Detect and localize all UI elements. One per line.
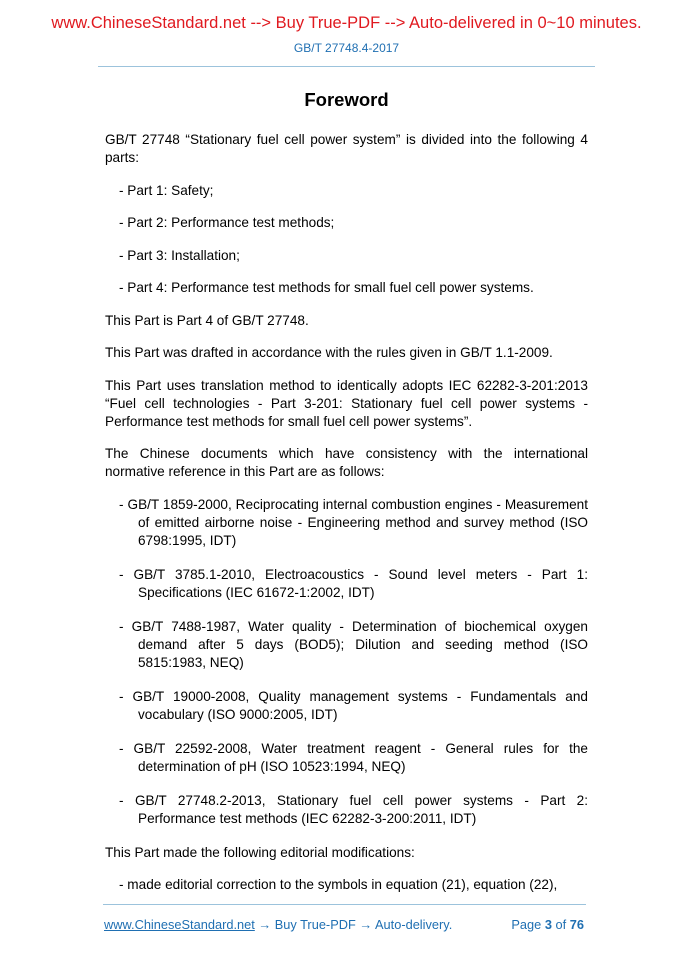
footer-tagline: → Buy True-PDF → Auto-delivery. xyxy=(254,917,453,932)
page-footer xyxy=(104,917,584,932)
translation-paragraph: This Part uses translation method to identically adopts IEC 62282-3-201:2013 “Fuel cell technologies - Part 3-201: Stationary fuel cell power systems - Performance test methods for small fuel cell power systems”. xyxy=(105,377,588,429)
website-link[interactable]: www.ChineseStandard.net xyxy=(104,917,255,932)
page-indicator xyxy=(511,917,584,932)
part-list-item: - Part 2: Performance test methods; xyxy=(119,215,335,230)
document-body xyxy=(105,131,588,909)
promo-banner: www.ChineseStandard.net --> Buy True-PDF --> Auto-delivered in 0~10 minutes. xyxy=(51,14,642,32)
part-list-item: - Part 1: Safety; xyxy=(119,182,214,198)
footer-divider xyxy=(103,904,586,905)
document-id: GB/T 27748.4-2017 xyxy=(293,41,400,55)
total-pages: 76 xyxy=(569,917,584,932)
reference-item: - GB/T 22592-2008, Water treatment reagent - General rules for the determination of pH (ISO 10523:1994, NEQ) xyxy=(119,740,588,774)
drafted-paragraph: This Part was drafted in accordance with the rules given in GB/T 1.1-2009. xyxy=(105,345,553,360)
reference-item: - GB/T 27748.2-2013, Stationary fuel cell power systems - Part 2: Performance test methods (IEC 62282-3-200:2011, IDT) xyxy=(119,792,588,826)
modification-item: - made editorial correction to the symbols in equation (21), equation (22), xyxy=(119,877,558,892)
reference-item: - GB/T 19000-2008, Quality management systems - Fundamentals and vocabulary (ISO 9000:2005, IDT) xyxy=(119,688,588,722)
part-list-item: - Part 3: Installation; xyxy=(119,247,240,263)
part-list-item: - Part 4: Performance test methods for small fuel cell power systems. xyxy=(119,280,534,295)
consistency-paragraph: The Chinese documents which have consistency with the international normative reference in this Part are as follows: xyxy=(105,446,588,479)
of-label: of xyxy=(551,917,570,932)
header-divider xyxy=(98,66,595,67)
reference-item: - GB/T 7488-1987, Water quality - Determination of biochemical oxygen demand after 5 days (BOD5); Dilution and seeding method (ISO 5815:1983, NEQ) xyxy=(119,618,588,670)
this-part-paragraph: This Part is Part 4 of GB/T 27748. xyxy=(105,312,309,328)
modifications-paragraph: This Part made the following editorial modifications: xyxy=(105,844,415,860)
intro-paragraph: GB/T 27748 “Stationary fuel cell power system” is divided into the following 4 parts: xyxy=(105,132,588,165)
reference-item: - GB/T 3785.1-2010, Electroacoustics - Sound level meters - Part 1: Specifications (IEC 61672-1:2002, IDT) xyxy=(119,566,588,600)
page-title: Foreword xyxy=(304,89,389,110)
current-page: 3 xyxy=(544,917,552,932)
page-label: Page xyxy=(511,917,545,932)
reference-item: - GB/T 1859-2000, Reciprocating internal combustion engines - Measurement of emitted airborne noise - Engineering method and survey method (ISO 6798:1995, IDT) xyxy=(119,496,588,548)
